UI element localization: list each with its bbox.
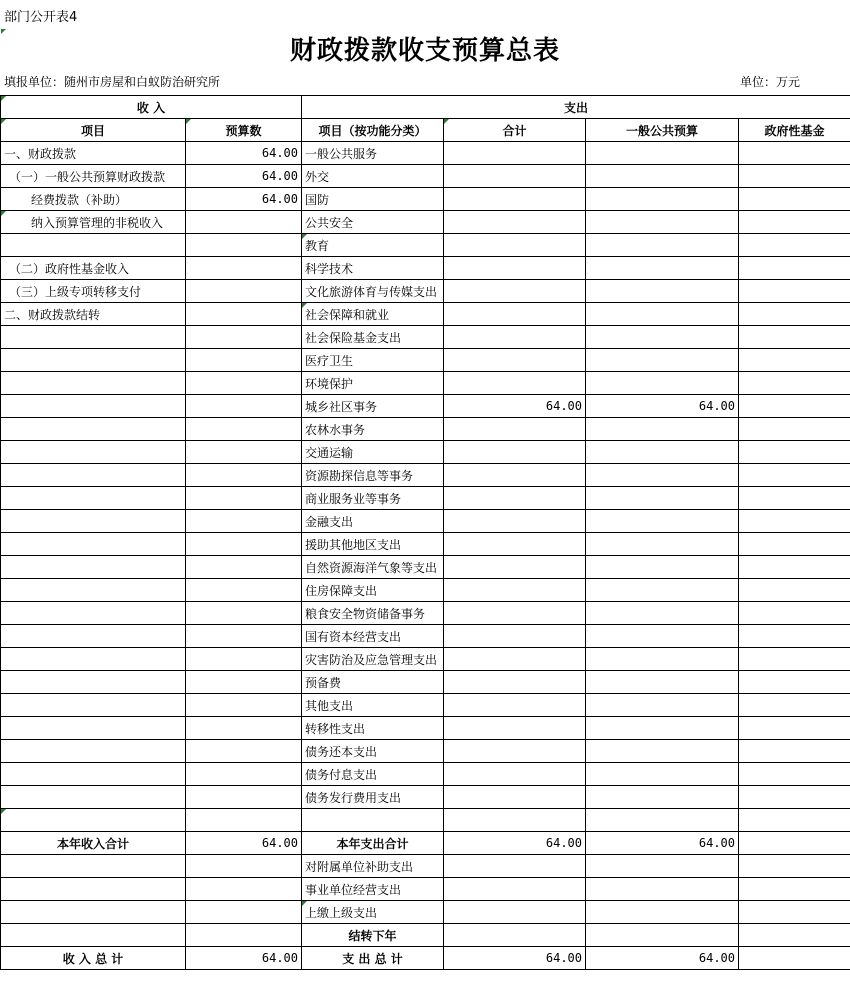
expense-item-cell: 公共安全 (302, 211, 444, 234)
expense-fund-cell (739, 441, 850, 464)
expense-fund-cell (739, 602, 850, 625)
income-item-cell (1, 786, 186, 809)
expense-general-cell: 64.00 (586, 395, 739, 418)
table-row (1, 257, 850, 280)
table-row (1, 786, 850, 809)
income-item-cell (1, 326, 186, 349)
table-row (1, 694, 850, 717)
table-row (1, 326, 850, 349)
table-row (1, 533, 850, 556)
income-budget-cell (186, 901, 302, 924)
income-budget-cell (186, 303, 302, 326)
table-row (1, 510, 850, 533)
income-budget-cell (186, 464, 302, 487)
expense-item-cell: 社会保险基金支出 (302, 326, 444, 349)
income-item-cell (1, 671, 186, 694)
expense-fund-cell (739, 832, 850, 855)
expense-item-cell: 结转下年 (302, 924, 444, 947)
expense-general-cell: 64.00 (586, 947, 739, 970)
income-budget-cell: 64.00 (186, 832, 302, 855)
col-func-item: 项目（按功能分类） (302, 119, 444, 142)
table-row (1, 303, 850, 326)
expense-general-cell (586, 533, 739, 556)
expense-total-cell (444, 510, 586, 533)
expense-total-cell (444, 441, 586, 464)
expense-general-cell (586, 372, 739, 395)
income-budget-cell: 64.00 (186, 165, 302, 188)
income-item-cell: （一）一般公共预算财政拨款 (1, 165, 186, 188)
table-row (1, 648, 850, 671)
table-row (1, 809, 850, 832)
table-row (1, 142, 850, 165)
expense-fund-cell (739, 372, 850, 395)
expense-item-cell: 灾害防治及应急管理支出 (302, 648, 444, 671)
expense-general-cell (586, 418, 739, 441)
expense-fund-cell (739, 625, 850, 648)
income-budget-cell (186, 280, 302, 303)
table-row (1, 188, 850, 211)
income-item-cell (1, 740, 186, 763)
income-item-cell (1, 579, 186, 602)
income-budget-cell (186, 349, 302, 372)
table-row (1, 349, 850, 372)
expense-item-cell: 一般公共服务 (302, 142, 444, 165)
table-row (1, 855, 850, 878)
col-total: 合计 (444, 119, 586, 142)
table-row (1, 487, 850, 510)
income-budget-cell (186, 441, 302, 464)
expense-total-cell (444, 533, 586, 556)
income-budget-cell (186, 924, 302, 947)
income-budget-cell: 64.00 (186, 188, 302, 211)
table-row (1, 418, 850, 441)
income-budget-cell (186, 878, 302, 901)
expense-total-cell (444, 234, 586, 257)
income-budget-cell (186, 671, 302, 694)
expense-total-cell (444, 717, 586, 740)
income-item-cell (1, 556, 186, 579)
col-item: 项目 (1, 119, 186, 142)
income-budget-cell (186, 533, 302, 556)
expense-total-cell (444, 464, 586, 487)
expense-item-cell: 本年支出合计 (302, 832, 444, 855)
expense-total-cell (444, 188, 586, 211)
expense-fund-cell (739, 717, 850, 740)
income-item-cell (1, 717, 186, 740)
income-item-cell (1, 855, 186, 878)
expense-item-cell: 援助其他地区支出 (302, 533, 444, 556)
expense-fund-cell (739, 901, 850, 924)
income-item-cell (1, 372, 186, 395)
income-budget-cell (186, 234, 302, 257)
expense-total-cell (444, 878, 586, 901)
currency-unit: 单位：万元 (740, 75, 801, 89)
expense-total-cell (444, 303, 586, 326)
expense-fund-cell (739, 349, 850, 372)
expense-fund-cell (739, 303, 850, 326)
income-item-cell: 二、财政拨款结转 (1, 303, 186, 326)
income-budget-cell (186, 786, 302, 809)
expense-fund-cell (739, 947, 850, 970)
income-budget-cell (186, 602, 302, 625)
table-row (1, 395, 850, 418)
expense-general-cell (586, 602, 739, 625)
expense-fund-cell (739, 878, 850, 901)
expense-general-cell (586, 326, 739, 349)
expense-general-cell (586, 303, 739, 326)
expense-item-cell: 对附属单位补助支出 (302, 855, 444, 878)
expense-total-cell (444, 418, 586, 441)
income-budget-cell (186, 648, 302, 671)
expense-total-cell (444, 280, 586, 303)
expense-total-cell (444, 211, 586, 234)
expense-item-cell: 债务付息支出 (302, 763, 444, 786)
expense-item-cell: 金融支出 (302, 510, 444, 533)
expense-total-cell (444, 694, 586, 717)
expense-fund-cell (739, 211, 850, 234)
income-budget-cell (186, 717, 302, 740)
income-item-cell (1, 533, 186, 556)
expense-fund-cell (739, 188, 850, 211)
income-budget-cell (186, 763, 302, 786)
table-row (1, 924, 850, 947)
income-budget-cell (186, 510, 302, 533)
expense-item-cell: 支 出 总 计 (302, 947, 444, 970)
table-row (1, 740, 850, 763)
income-budget-cell (186, 579, 302, 602)
table-row (1, 878, 850, 901)
expense-item-cell: 转移性支出 (302, 717, 444, 740)
expense-total-cell (444, 740, 586, 763)
income-item-cell (1, 809, 186, 832)
expense-general-cell (586, 740, 739, 763)
expense-fund-cell (739, 740, 850, 763)
income-budget-cell (186, 326, 302, 349)
expense-item-cell: 外交 (302, 165, 444, 188)
col-general-budget: 一般公共预算 (586, 119, 739, 142)
income-item-cell (1, 694, 186, 717)
income-budget-cell: 64.00 (186, 142, 302, 165)
expense-general-cell (586, 809, 739, 832)
expense-item-cell: 教育 (302, 234, 444, 257)
expense-fund-cell (739, 464, 850, 487)
expense-total-cell (444, 556, 586, 579)
income-item-cell: 经费拨款（补助） (1, 188, 186, 211)
expense-fund-cell (739, 579, 850, 602)
income-budget-cell (186, 694, 302, 717)
expense-item-cell: 事业单位经营支出 (302, 878, 444, 901)
expense-item-cell: 环境保护 (302, 372, 444, 395)
expense-general-cell (586, 694, 739, 717)
expense-item-cell: 预备费 (302, 671, 444, 694)
income-item-cell (1, 395, 186, 418)
income-item-cell (1, 602, 186, 625)
expense-general-cell (586, 671, 739, 694)
income-item-cell: 本年收入合计 (1, 832, 186, 855)
income-item-cell (1, 464, 186, 487)
expense-item-cell (302, 809, 444, 832)
expense-fund-cell (739, 809, 850, 832)
expense-item-cell: 其他支出 (302, 694, 444, 717)
income-budget-cell (186, 257, 302, 280)
expense-fund-cell (739, 142, 850, 165)
expense-item-cell: 国有资本经营支出 (302, 625, 444, 648)
expense-general-cell (586, 625, 739, 648)
expense-item-cell: 社会保障和就业 (302, 303, 444, 326)
expense-total-cell (444, 372, 586, 395)
income-item-cell (1, 763, 186, 786)
col-fund: 政府性基金 (739, 119, 850, 142)
expense-item-cell: 粮食安全物资储备事务 (302, 602, 444, 625)
expense-general-cell (586, 280, 739, 303)
expense-total-cell (444, 165, 586, 188)
expense-item-cell: 文化旅游体育与传媒支出 (302, 280, 444, 303)
table-row (1, 763, 850, 786)
income-budget-cell (186, 372, 302, 395)
expense-fund-cell (739, 257, 850, 280)
expense-general-cell (586, 464, 739, 487)
table-body (1, 142, 850, 970)
expense-fund-cell (739, 786, 850, 809)
expense-fund-cell (739, 326, 850, 349)
expense-general-cell (586, 510, 739, 533)
income-budget-cell (186, 625, 302, 648)
expense-fund-cell (739, 671, 850, 694)
page-title: 财政拨款收支预算总表 (289, 36, 560, 66)
expense-total-cell (444, 257, 586, 280)
expense-general-cell (586, 349, 739, 372)
table-row (1, 234, 850, 257)
expense-item-cell: 资源勘探信息等事务 (302, 464, 444, 487)
income-item-cell: （二）政府性基金收入 (1, 257, 186, 280)
table-row (1, 832, 850, 855)
expense-fund-cell (739, 855, 850, 878)
expense-total-cell (444, 855, 586, 878)
income-item-cell (1, 234, 186, 257)
expense-general-cell (586, 901, 739, 924)
income-item-cell (1, 901, 186, 924)
expense-fund-cell (739, 648, 850, 671)
income-budget-cell (186, 809, 302, 832)
table-row (1, 671, 850, 694)
expense-general-cell (586, 188, 739, 211)
income-item-cell (1, 625, 186, 648)
expense-fund-cell (739, 418, 850, 441)
expense-fund-cell (739, 924, 850, 947)
expense-fund-cell (739, 165, 850, 188)
expense-item-cell: 医疗卫生 (302, 349, 444, 372)
expense-fund-cell (739, 694, 850, 717)
form-number-label: 部门公开表4 (4, 10, 78, 25)
table-row (1, 579, 850, 602)
expense-general-cell (586, 441, 739, 464)
expense-total-cell (444, 924, 586, 947)
reporting-unit: 填报单位：随州市房屋和白蚁防治研究所 (4, 75, 221, 89)
expense-general-cell (586, 786, 739, 809)
expense-general-cell (586, 648, 739, 671)
expense-item-cell: 住房保障支出 (302, 579, 444, 602)
expense-total-cell (444, 579, 586, 602)
income-item-cell: 收 入 总 计 (1, 947, 186, 970)
expense-general-cell (586, 234, 739, 257)
expense-general-cell (586, 257, 739, 280)
expense-total-cell: 64.00 (444, 947, 586, 970)
expense-general-cell: 64.00 (586, 832, 739, 855)
expense-total-cell (444, 625, 586, 648)
expense-total-cell (444, 648, 586, 671)
income-item-cell: 一、财政拨款 (1, 142, 186, 165)
income-item-cell (1, 349, 186, 372)
income-item-cell (1, 878, 186, 901)
expense-general-cell (586, 924, 739, 947)
expense-total-cell (444, 487, 586, 510)
income-item-cell (1, 418, 186, 441)
income-budget-cell (186, 418, 302, 441)
expense-item-cell: 农林水事务 (302, 418, 444, 441)
expense-fund-cell (739, 280, 850, 303)
expense-item-cell: 国防 (302, 188, 444, 211)
income-budget-cell (186, 556, 302, 579)
table-row (1, 441, 850, 464)
income-item-cell: （三）上级专项转移支付 (1, 280, 186, 303)
expense-general-cell (586, 855, 739, 878)
expense-item-cell: 债务发行费用支出 (302, 786, 444, 809)
table-row (1, 901, 850, 924)
expense-fund-cell (739, 556, 850, 579)
expense-item-cell: 自然资源海洋气象等支出 (302, 556, 444, 579)
expense-total-cell (444, 326, 586, 349)
expense-item-cell: 交通运输 (302, 441, 444, 464)
expense-general-cell (586, 717, 739, 740)
expense-fund-cell (739, 487, 850, 510)
expense-total-cell (444, 786, 586, 809)
income-item-cell: 纳入预算管理的非税收入 (1, 211, 186, 234)
expense-fund-cell (739, 510, 850, 533)
expense-item-cell: 科学技术 (302, 257, 444, 280)
expense-general-cell (586, 142, 739, 165)
table-row (1, 165, 850, 188)
expense-fund-cell (739, 234, 850, 257)
expense-general-cell (586, 579, 739, 602)
column-header-row (1, 119, 850, 142)
income-budget-cell: 64.00 (186, 947, 302, 970)
table-row (1, 625, 850, 648)
expense-item-cell: 债务还本支出 (302, 740, 444, 763)
income-budget-cell (186, 855, 302, 878)
expense-fund-cell (739, 533, 850, 556)
expense-total-cell (444, 763, 586, 786)
table-row (1, 717, 850, 740)
table-row (1, 602, 850, 625)
expense-item-cell: 商业服务业等事务 (302, 487, 444, 510)
expense-general-cell (586, 878, 739, 901)
expense-total-cell (444, 602, 586, 625)
expense-total-cell (444, 349, 586, 372)
table-row (1, 947, 850, 970)
income-item-cell (1, 487, 186, 510)
income-item-cell (1, 510, 186, 533)
expense-total-cell (444, 142, 586, 165)
table-row (1, 211, 850, 234)
expense-general-cell (586, 763, 739, 786)
expense-general-cell (586, 165, 739, 188)
table-row (1, 556, 850, 579)
expense-item-cell: 上缴上级支出 (302, 901, 444, 924)
income-budget-cell (186, 395, 302, 418)
expense-fund-cell (739, 763, 850, 786)
expense-total-cell: 64.00 (444, 832, 586, 855)
budget-table (0, 95, 850, 970)
expense-total-cell (444, 671, 586, 694)
expense-group-header: 支出 (302, 96, 850, 119)
expense-general-cell (586, 487, 739, 510)
income-item-cell (1, 441, 186, 464)
table-row (1, 280, 850, 303)
table-row (1, 464, 850, 487)
expense-total-cell: 64.00 (444, 395, 586, 418)
expense-item-cell: 城乡社区事务 (302, 395, 444, 418)
income-budget-cell (186, 487, 302, 510)
group-header-row (1, 96, 850, 119)
income-item-cell (1, 648, 186, 671)
income-item-cell (1, 924, 186, 947)
income-budget-cell (186, 211, 302, 234)
expense-total-cell (444, 901, 586, 924)
income-group-header: 收 入 (1, 96, 302, 119)
table-row (1, 372, 850, 395)
expense-general-cell (586, 211, 739, 234)
col-budget: 预算数 (186, 119, 302, 142)
expense-total-cell (444, 809, 586, 832)
expense-general-cell (586, 556, 739, 579)
expense-fund-cell (739, 395, 850, 418)
income-budget-cell (186, 740, 302, 763)
